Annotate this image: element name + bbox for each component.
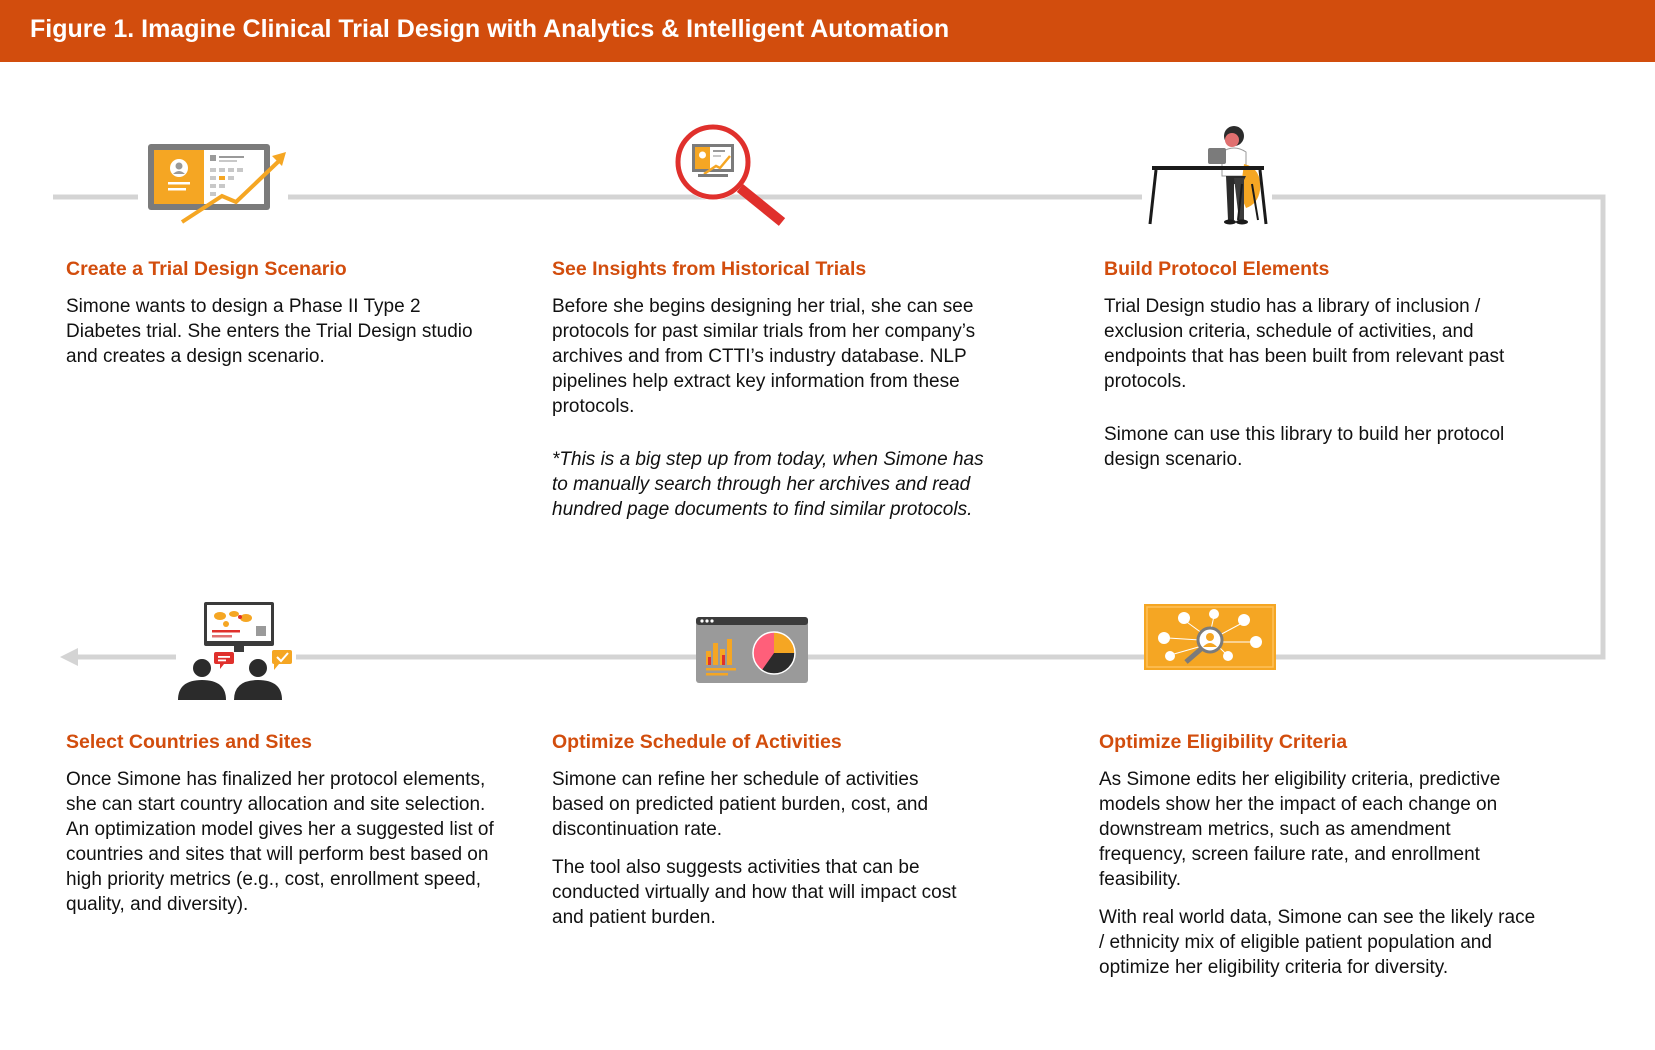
analytics-window-icon: [696, 617, 808, 683]
step-description: Simone wants to design a Phase II Type 2 Diabetes trial. She enters the Trial Design studio and creates a design scenario.: [66, 296, 473, 367]
step-select-countries-sites: [66, 731, 501, 945]
step-description-2: Simone can use this library to build her protocol design scenario.: [1104, 424, 1505, 470]
step-description: Before she begins designing her trial, she can see protocols for past similar trials from her company’s archives and from CTTI’s industry database. NLP pipelines help extract key information from these protocols.: [552, 296, 976, 417]
eligibility-network-icon: [1144, 604, 1276, 670]
step-historical-insights: [552, 258, 992, 550]
magnifier-icon: [668, 124, 798, 230]
step-title: Build Protocol Elements: [1104, 258, 1330, 280]
step-description: As Simone edits her eligibility criteria, predictive models show her the impact of each change on downstream metrics, such as amendment frequency, screen failure rate, and enrollment feasibility.: [1099, 769, 1501, 890]
step-footnote: *This is a big step up from today, when Simone has to manually search through her archives and read hundred page documents to find similar protocols.: [552, 449, 984, 520]
dashboard-growth-icon: [138, 136, 288, 226]
step-description-2: The tool also suggests activities that can be conducted virtually and how that will impact cost and patient burden.: [552, 857, 957, 928]
person-at-desk-icon: [1142, 124, 1272, 228]
step-title: Create a Trial Design Scenario: [66, 258, 347, 280]
step-title: Select Countries and Sites: [66, 731, 312, 753]
step-optimize-schedule: [552, 731, 972, 958]
step-description: Simone can refine her schedule of activities based on predicted patient burden, cost, and discontinuation rate.: [552, 769, 929, 840]
step-optimize-eligibility: [1099, 731, 1539, 1008]
step-description-2: With real world data, Simone can see the likely race / ethnicity mix of eligible patient population and optimize her eligibility criteria for diversity.: [1099, 907, 1536, 978]
step-title: Optimize Eligibility Criteria: [1099, 731, 1348, 753]
people-map-icon: [176, 600, 296, 702]
step-description: Once Simone has finalized her protocol elements, she can start country allocation and site selection. An optimization model gives her a suggested list of countries and sites that will perform best based on high priority metrics (e.g., cost, enrollment speed, quality, and diversity).: [66, 769, 494, 915]
step-title: Optimize Schedule of Activities: [552, 731, 842, 753]
flow-arrowhead-icon: [60, 648, 78, 666]
step-build-protocol: [1104, 258, 1534, 500]
step-description: Trial Design studio has a library of inclusion / exclusion criteria, schedule of activities, and endpoints that has been built from relevant past protocols.: [1104, 296, 1505, 392]
step-create-trial-design: [66, 258, 486, 397]
step-title: See Insights from Historical Trials: [552, 258, 867, 280]
figure-title: Figure 1. Imagine Clinical Trial Design with Analytics & Intelligent Automation: [30, 15, 950, 43]
